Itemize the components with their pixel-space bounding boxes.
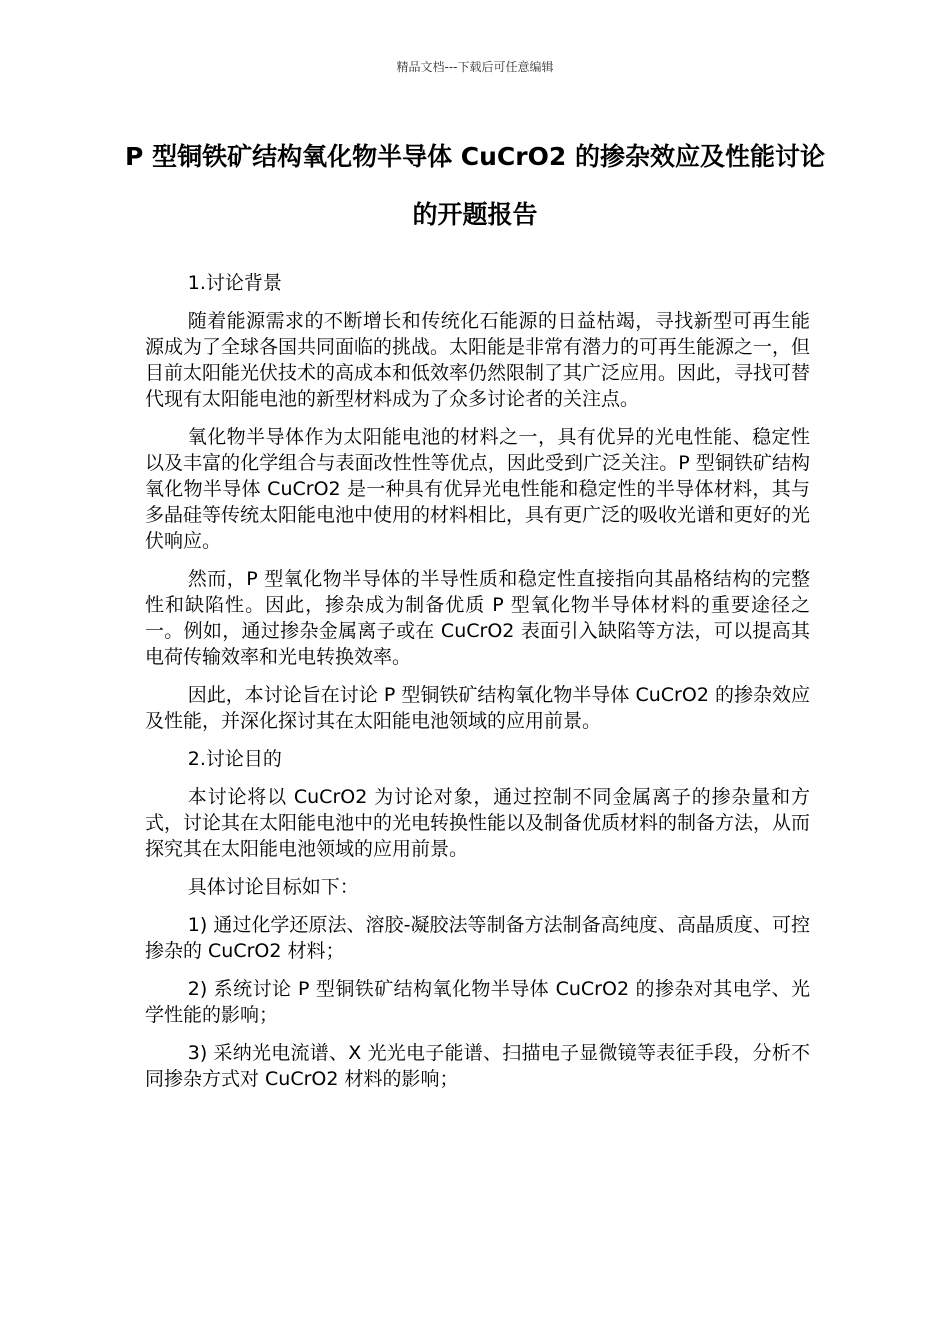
list-item: 2) 系统讨论 P 型铜铁矿结构氧化物半导体 CuCrO2 的掺杂对其电学、光学性能的影响； <box>145 978 810 1026</box>
paragraph: 具体讨论目标如下： <box>187 876 359 898</box>
section-heading-purpose: 2.讨论目的 <box>187 748 282 770</box>
section-heading-background: 1.讨论背景 <box>187 272 282 294</box>
paragraph: 本讨论将以 CuCrO2 为讨论对象，通过控制不同金属离子的掺杂量和方式，讨论其在太阳能电池中的光电转换性能以及制备优质材料的制备方法，从而探究其在太阳能电池领域的应用前景。 <box>145 786 811 860</box>
paragraph: 然而，P 型氧化物半导体的半导性质和稳定性直接指向其晶格结构的完整性和缺陷性。因此，掺杂成为制备优质 P 型氧化物半导体材料的重要途径之一。例如，通过掺杂金属离子或在 CuCrO2 表面引入缺陷等方法，可以提高其电荷传输效率和光电转换效率。 <box>145 568 810 668</box>
list-item: 3) 采纳光电流谱、X 光光电子能谱、扫描电子显微镜等表征手段，分析不同掺杂方式对 CuCrO2 材料的影响； <box>145 1042 810 1090</box>
document-title: P 型铜铁矿结构氧化物半导体 CuCrO2 的掺杂效应及性能讨论的开题报告 <box>125 142 825 229</box>
list-item: 1) 通过化学还原法、溶胶-凝胶法等制备方法制备高纯度、高晶质度、可控掺杂的 CuCrO2 材料； <box>145 914 810 962</box>
paragraph: 氧化物半导体作为太阳能电池的材料之一，具有优异的光电性能、稳定性以及丰富的化学组合与表面改性性等优点，因此受到广泛关注。P 型铜铁矿结构氧化物半导体 CuCrO2 是一种具有优异光电性能和稳定性的半导体材料，其与多晶硅等传统太阳能电池中使用的材料相比，具有更广泛的吸收光谱和更好的光伏响应。 <box>145 426 811 552</box>
document-body <box>145 270 810 1104</box>
paragraph: 因此，本讨论旨在讨论 P 型铜铁矿结构氧化物半导体 CuCrO2 的掺杂效应及性能，并深化探讨其在太阳能电池领域的应用前景。 <box>145 684 810 732</box>
header-note: 精品文档---下载后可任意编辑 <box>396 60 554 74</box>
paragraph: 随着能源需求的不断增长和传统化石能源的日益枯竭，寻找新型可再生能源成为了全球各国共同面临的挑战。太阳能是非常有潜力的可再生能源之一，但目前太阳能光伏技术的高成本和低效率仍然限制了其广泛应用。因此，寻找可替代现有太阳能电池的新型材料成为了众多讨论者的关注点。 <box>145 310 811 410</box>
